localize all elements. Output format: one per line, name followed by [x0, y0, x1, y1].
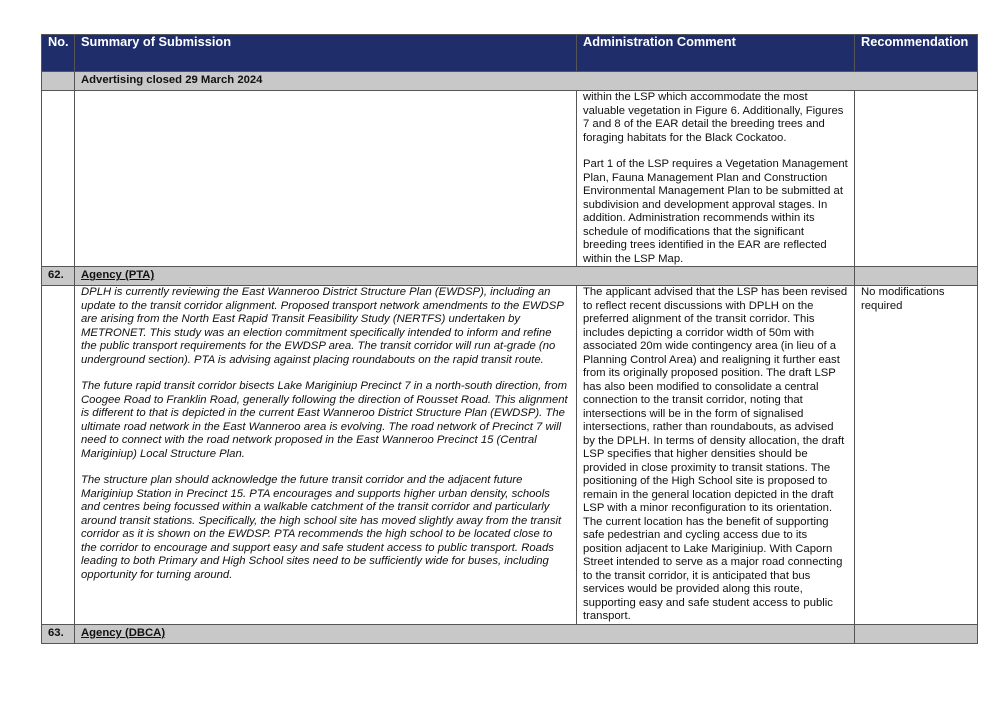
row-62-agency-label: Agency (PTA): [81, 269, 155, 282]
header-summary: Summary of Submission: [75, 35, 577, 72]
section-advertising-no: [42, 72, 75, 91]
row-63-number: 63.: [42, 624, 75, 643]
previous-admin-paragraph-1: within the LSP which accommodate the most valuable vegetation in Figure 6. Additionally, Figures 7 and 8 of the EAR detail the breeding trees and foraging habitats for the Black Cockatoo.: [583, 91, 844, 144]
previous-no-cell: [42, 91, 75, 267]
previous-summary-cell: [75, 91, 577, 267]
row-62-number: 62.: [42, 267, 75, 286]
section-advertising-label: Advertising closed 29 March 2024: [75, 72, 978, 91]
row-62-summary-paragraph-1: DPLH is currently reviewing the East Wanneroo District Structure Plan (EWDSP), including an update to the transit corridor alignment. Proposed transport network amendments to the EWDSP are arising from the North East Rapid Transit Feasibility Study (NERTFS) undertaken by METRONET. This study was an election commitment specifically intended to inform and refine the public transport requirements for the EWDSP area. The transit corridor will run at-grade (no underground section). PTA is advising against placing roundabouts on the rapid transit route.: [81, 286, 564, 366]
row-63-header-blank: [855, 624, 978, 643]
previous-admin-cell: [577, 91, 855, 267]
row-62-summary-paragraph-3: The structure plan should acknowledge the future transit corridor and the adjacent future Mariginiup Station in Precinct 15. PTA encourages and supports higher urban density, schools and centres being focussed within a walkable catchment of the transit corridor and particularly around transit stations. Specifically, the high school site has moved slightly away from the transit corridor as it is shown on the EWDSP. PTA recommends the high school to be located close to the corridor to encourage and support easy and safe student access to public transport. Roads leading to both Primary and High School sites need to be sufficiently wide for buses, including opportunity for turning around.: [81, 474, 562, 581]
row-62-summary-paragraph-2: The future rapid transit corridor bisects Lake Mariginiup Precinct 7 in a north-south direction, from Coogee Road to Franklin Road, generally following the direction of Rousset Road. This alignment is different to that is depicted in the current East Wanneroo District Structure Plan (EWDSP). The ultimate road network in the East Wanneroo area is evolving. The road network of Precinct 7 will need to connect with the road network proposed in the East Wanneroo Precinct 15 (Central Mariginiup) Local Structure Plan.: [81, 380, 568, 460]
row-62-admin-comment: The applicant advised that the LSP has been revised to reflect recent discussions with DPLH on the preferred alignment of the transit corridor. This includes depicting a corridor width of 50m with associated 20m wide contingency area (in lieu of a Planning Control Area) and realigning it further east from its originally proposed position. The draft LSP has also been modified to consolidate a central connection to the transit corridor, noting that intersections will be in the form of signalised intersections, rather than roundabouts, as advised by the DPLH. In terms of density allocation, the draft LSP specifies that higher densities should be provided in close proximity to transit stations. The positioning of the High School site is proposed to remain in the general location depicted in the draft LSP with a minor reconfiguration to its orientation. The current location has the benefit of supporting safe pedestrian and cycling access due to its position adjacent to Lake Mariginiup. With Caporn Street intended to serve as a major road connecting to the transit corridor, it is anticipated that bus services would be provided along this route, supporting easy and safe student access to public transport.: [583, 286, 848, 622]
row-62-agency: [75, 267, 855, 286]
row-62-summary-cell: [75, 286, 577, 625]
table-row-62: [42, 286, 978, 625]
row-63-agency: [75, 624, 855, 643]
row-63-header: [42, 624, 978, 643]
table-header-row: [42, 35, 978, 72]
row-62-header: [42, 267, 978, 286]
submissions-table: [41, 34, 978, 644]
row-62-header-blank: [855, 267, 978, 286]
row-62-admin-cell: [577, 286, 855, 625]
previous-admin-paragraph-2: Part 1 of the LSP requires a Vegetation Management Plan, Fauna Management Plan and Construction Environmental Management Plan to be submitted at subdivision and development approval stages. In addition. Administration recommends within its schedule of modifications that the significant breeding trees identified in the EAR are reflected within the LSP Map.: [583, 158, 848, 265]
section-advertising-row: [42, 72, 978, 91]
previous-recommendation-cell: [855, 91, 978, 267]
row-62-recommendation-cell: [855, 286, 978, 625]
row-62-recommendation: No modifications required: [861, 286, 945, 312]
header-no: No.: [42, 35, 75, 72]
row-63-agency-label: Agency (DBCA): [81, 626, 166, 639]
header-recommendation: Recommendation: [855, 35, 978, 72]
row-62-no-cell: [42, 286, 75, 625]
header-admin-comment: Administration Comment: [577, 35, 855, 72]
table-row-previous: [42, 91, 978, 267]
